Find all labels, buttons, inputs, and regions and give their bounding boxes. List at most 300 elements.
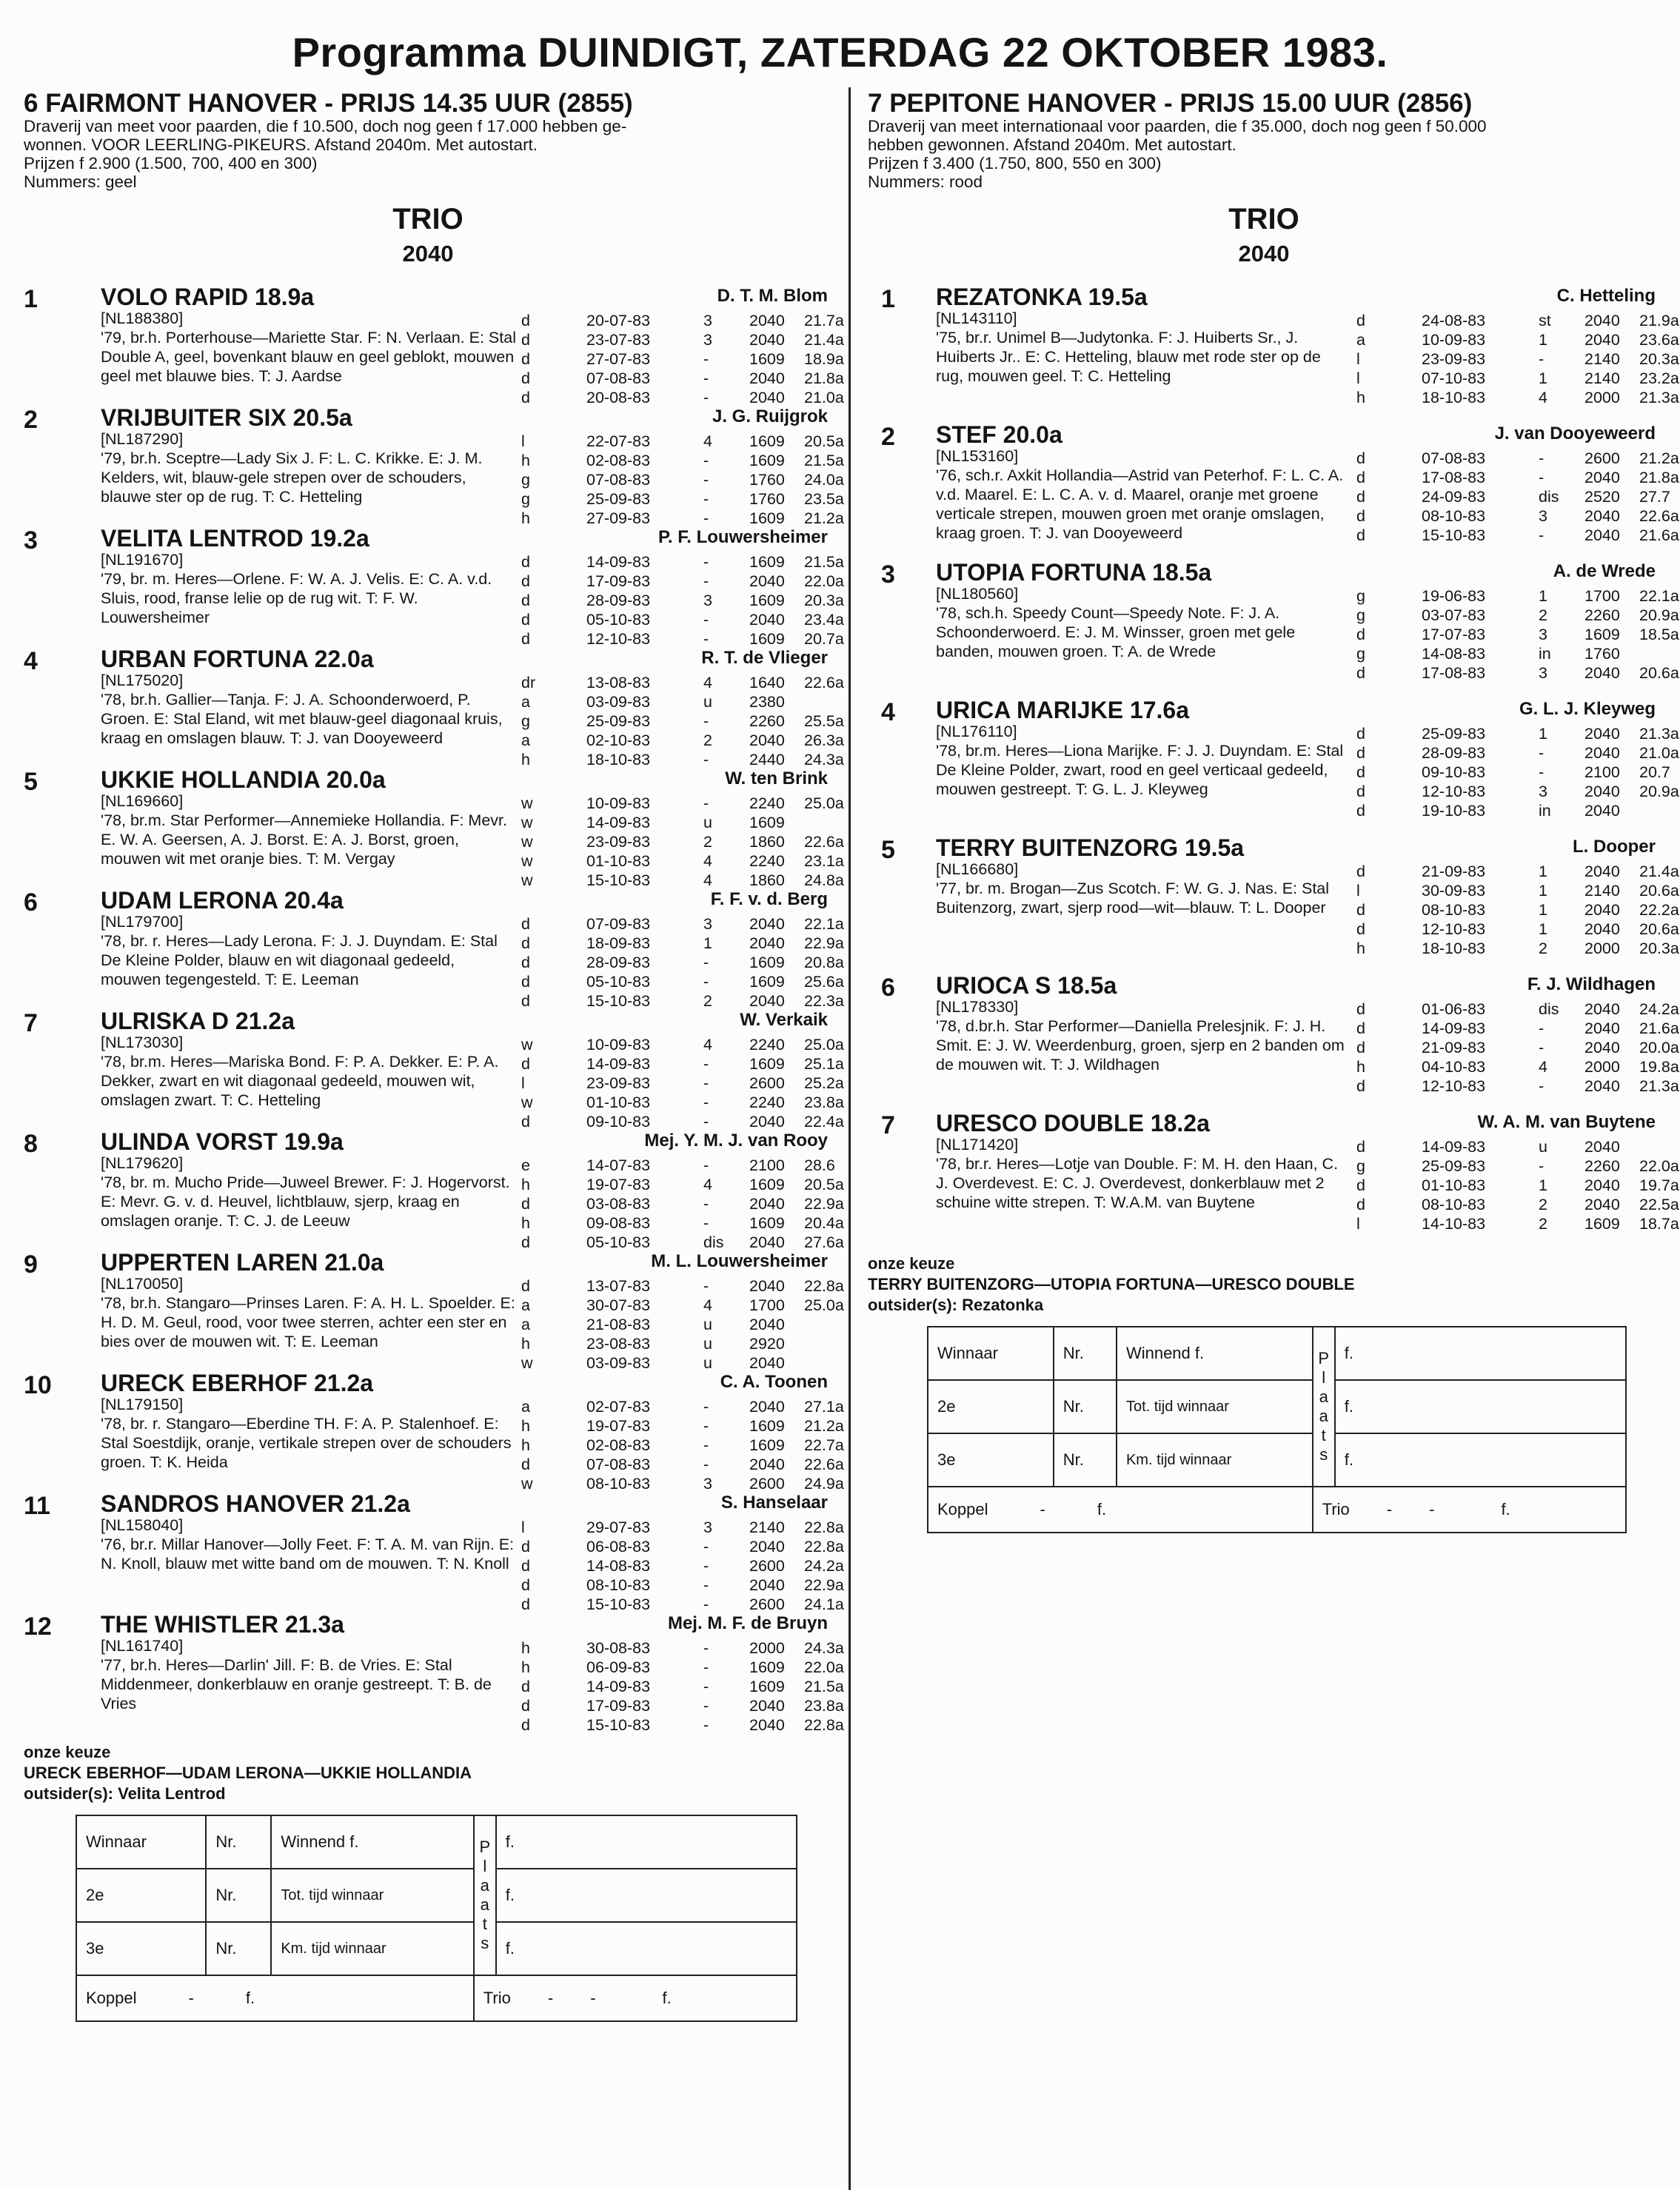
record-row xyxy=(521,1036,844,1055)
result-row-koppel xyxy=(76,1975,797,2021)
place-cell: - xyxy=(703,1678,709,1695)
place-cell: - xyxy=(1539,1039,1545,1057)
time-cell: 21.9a xyxy=(1639,312,1679,329)
distance-cell: 1609 xyxy=(749,1214,785,1232)
track-cell: d xyxy=(521,389,530,406)
record-row xyxy=(1356,1077,1679,1096)
runner-number: 8 xyxy=(24,1130,38,1158)
place-cell: 3 xyxy=(703,915,712,933)
runner-driver: W. Verkaik xyxy=(740,1010,828,1030)
koppel-koppel: Koppel xyxy=(86,1989,137,2007)
track-cell: d xyxy=(521,1456,530,1473)
date-cell: 25-09-83 xyxy=(586,490,651,508)
place-cell: u xyxy=(703,1316,712,1333)
date-cell: 23-07-83 xyxy=(586,331,651,349)
runner-details xyxy=(936,1135,1351,1212)
runner-pedigree: '75, br.r. Unimel B—Judytonka. F: J. Huiberts Sr., J. Huiberts Jr.. E: C. Hetteling, blauw met rode ster op de rug, mouwen geel. T: C. Hetteling xyxy=(936,329,1321,385)
runner-records xyxy=(521,1518,844,1615)
date-cell: 12-10-83 xyxy=(586,630,651,648)
runner-entry xyxy=(24,284,844,406)
distance-cell: 2040 xyxy=(1584,312,1620,329)
record-row xyxy=(521,432,844,452)
runner-details xyxy=(936,997,1351,1074)
track-cell: d xyxy=(1356,664,1365,682)
record-row xyxy=(521,1094,844,1113)
runner-registration: [NL175020] xyxy=(101,672,184,689)
result-row-second xyxy=(76,1869,797,1922)
date-cell: 13-08-83 xyxy=(586,674,651,692)
distance-cell: 1609 xyxy=(749,1436,785,1454)
record-row xyxy=(521,1697,844,1716)
date-cell: 08-10-83 xyxy=(1422,901,1486,919)
runner-records xyxy=(1356,449,1679,546)
distance-cell: 2040 xyxy=(749,731,785,749)
place-cell: - xyxy=(703,1074,709,1092)
time-cell: 23.1a xyxy=(804,852,844,870)
runner-name: VRIJBUITER SIX 20.5a xyxy=(101,404,352,431)
record-row xyxy=(521,452,844,471)
time-cell: 24.3a xyxy=(804,751,844,768)
place-cell: 1 xyxy=(1539,882,1547,900)
result-row-third xyxy=(928,1433,1626,1487)
place-cell: u xyxy=(703,1335,712,1353)
runner-details xyxy=(936,722,1351,799)
runner-entry xyxy=(868,559,1679,697)
runner-name: URECK EBERHOF 21.2a xyxy=(101,1370,374,1396)
time-cell: 21.3a xyxy=(1639,725,1679,743)
record-row xyxy=(521,674,844,693)
runner-records xyxy=(521,1277,844,1373)
date-cell: 14-08-83 xyxy=(586,1557,651,1575)
runner-registration: [NL180560] xyxy=(936,585,1019,603)
date-cell: 15-10-83 xyxy=(586,1716,651,1734)
track-cell: l xyxy=(521,432,525,450)
outsider: outsider(s): Rezatonka xyxy=(868,1296,1044,1314)
record-row xyxy=(1356,1176,1679,1196)
date-cell: 28-09-83 xyxy=(1422,744,1486,762)
runner-records xyxy=(521,674,844,770)
runner-driver: C. Hetteling xyxy=(1556,286,1656,306)
runner-records xyxy=(521,915,844,1011)
distance-cell: 2040 xyxy=(1584,331,1620,349)
date-cell: 01-10-83 xyxy=(586,852,651,870)
track-cell: d xyxy=(521,331,530,349)
runner-entry xyxy=(868,284,1679,421)
runner-entry xyxy=(24,404,844,527)
date-cell: 30-08-83 xyxy=(586,1639,651,1657)
track-cell: d xyxy=(521,1576,530,1594)
record-row xyxy=(1356,725,1679,744)
time-cell: 18.9a xyxy=(804,350,844,368)
time-cell: 22.9a xyxy=(804,934,844,952)
track-cell: w xyxy=(521,1036,533,1054)
koppel-cell xyxy=(928,1487,1313,1533)
track-cell: w xyxy=(521,852,533,870)
distance-cell: 2140 xyxy=(1584,369,1620,387)
runner-pedigree: '76, br.r. Millar Hanover—Jolly Feet. F: T. A. M. van Rijn. E: N. Knoll, blauw met witte band om de mouwen. T: N. Knoll xyxy=(101,1536,515,1573)
time-cell: 22.8a xyxy=(804,1538,844,1556)
distance-cell: 2040 xyxy=(749,1113,785,1131)
track-cell: d xyxy=(521,1697,530,1715)
record-row xyxy=(521,833,844,852)
date-cell: 14-09-83 xyxy=(1422,1138,1486,1156)
record-row xyxy=(1356,606,1679,626)
runner-entry xyxy=(24,1249,844,1372)
date-cell: 18-09-83 xyxy=(586,934,651,952)
date-cell: 02-10-83 xyxy=(586,731,651,749)
distance-cell: 2040 xyxy=(749,389,785,406)
record-row xyxy=(521,369,844,389)
distance-cell: 2040 xyxy=(1584,664,1620,682)
distance-cell: 1760 xyxy=(749,471,785,489)
place-cell: st xyxy=(1539,312,1551,329)
runner-details xyxy=(101,1274,519,1351)
runner-driver: R. T. de Vlieger xyxy=(701,648,828,668)
date-cell: 14-08-83 xyxy=(1422,645,1486,663)
track-cell: d xyxy=(521,954,530,971)
runner-registration: [NL179620] xyxy=(101,1154,184,1172)
distance-cell: 2040 xyxy=(749,611,785,629)
date-cell: 01-10-83 xyxy=(1422,1176,1486,1194)
runner-details xyxy=(936,446,1351,543)
time-cell: 20.4a xyxy=(804,1214,844,1232)
date-cell: 02-07-83 xyxy=(586,1398,651,1416)
distance-cell: 2520 xyxy=(1584,488,1620,506)
track-cell: d xyxy=(521,915,530,933)
runner-number: 7 xyxy=(881,1111,895,1139)
record-row xyxy=(521,592,844,611)
distance-cell: 2040 xyxy=(749,1716,785,1734)
runner-records xyxy=(1356,587,1679,683)
runner-records xyxy=(521,312,844,408)
track-cell: d xyxy=(521,350,530,368)
record-row xyxy=(1356,526,1679,546)
date-cell: 10-09-83 xyxy=(586,794,651,812)
date-cell: 05-10-83 xyxy=(586,973,651,991)
runner-registration: [NL178330] xyxy=(936,998,1019,1016)
runner-records xyxy=(1356,863,1679,959)
record-row xyxy=(521,331,844,350)
date-cell: 17-08-83 xyxy=(1422,469,1486,486)
date-cell: 02-08-83 xyxy=(586,452,651,469)
place-cell: 1 xyxy=(703,934,712,952)
track-cell: h xyxy=(521,1417,530,1435)
time-cell: 24.8a xyxy=(804,871,844,889)
race-type: TRIO xyxy=(1228,203,1299,235)
place-cell: - xyxy=(703,1156,709,1174)
nr-label: Nr. xyxy=(206,1869,271,1922)
keuze-label: onze keuze xyxy=(868,1254,955,1273)
record-row xyxy=(521,1296,844,1316)
runner-pedigree: '78, d.br.h. Star Performer—Daniella Prelesjnik. F: J. H. Smit. E: J. W. Weerdenburg, groen, sjerp en 2 banden om de mouwen wit. T: J. Wildhagen xyxy=(936,1017,1345,1074)
distance-cell: 1609 xyxy=(749,1658,785,1676)
date-cell: 25-09-83 xyxy=(586,712,651,730)
record-row xyxy=(521,1055,844,1074)
koppel-dash: - xyxy=(1040,1500,1045,1518)
track-cell: d xyxy=(521,312,530,329)
place-cell: - xyxy=(703,490,709,508)
time-cell: 21.4a xyxy=(1639,863,1679,880)
place-cell: 3 xyxy=(703,1475,712,1493)
date-cell: 14-10-83 xyxy=(1422,1215,1486,1233)
runner-number: 6 xyxy=(24,888,38,917)
track-cell: h xyxy=(521,1176,530,1193)
runner-name: REZATONKA 19.5a xyxy=(936,284,1148,310)
date-cell: 17-09-83 xyxy=(586,572,651,590)
time-cell: 21.8a xyxy=(804,369,844,387)
record-row xyxy=(521,312,844,331)
track-cell: d xyxy=(1356,1176,1365,1194)
distance-cell: 2040 xyxy=(1584,1196,1620,1213)
time-cell: 22.8a xyxy=(804,1716,844,1734)
track-cell: d xyxy=(521,1277,530,1295)
record-row xyxy=(1356,664,1679,683)
time-cell: 26.3a xyxy=(804,731,844,749)
distance-cell: 2040 xyxy=(749,572,785,590)
runner-records xyxy=(1356,312,1679,408)
time-cell: 21.3a xyxy=(1639,389,1679,406)
place-cell: - xyxy=(1539,1157,1545,1175)
date-cell: 21-08-83 xyxy=(586,1316,651,1333)
date-cell: 15-10-83 xyxy=(1422,526,1486,544)
track-cell: g xyxy=(521,471,530,489)
date-cell: 18-10-83 xyxy=(1422,940,1486,957)
date-cell: 20-08-83 xyxy=(586,389,651,406)
date-cell: 05-10-83 xyxy=(586,1233,651,1251)
record-row xyxy=(521,1335,832,1354)
track-cell: a xyxy=(521,1316,530,1333)
track-cell: d xyxy=(1356,312,1365,329)
time-cell: 22.7a xyxy=(804,1436,844,1454)
record-row xyxy=(1356,1196,1679,1215)
track-cell: h xyxy=(521,1436,530,1454)
time-cell: 27.6a xyxy=(804,1233,844,1251)
race-6-column xyxy=(24,89,844,2022)
track-cell: a xyxy=(1356,331,1365,349)
time-cell: 22.0a xyxy=(804,1658,844,1676)
track-cell: d xyxy=(1356,744,1365,762)
runner-pedigree: '78, br. r. Stangaro—Eberdine TH. F: A. P. Stalenhoef. E: Stal Soestdijk, oranje, vertikale strepen over de schouders groen. T: K. Heida xyxy=(101,1415,512,1471)
nr-label: Nr. xyxy=(1054,1433,1117,1487)
distance-cell: 1860 xyxy=(749,871,785,889)
runner-driver: F. F. v. d. Berg xyxy=(710,889,828,909)
track-cell: d xyxy=(1356,1196,1365,1213)
runner-number: 3 xyxy=(881,560,895,589)
track-cell: d xyxy=(1356,1077,1365,1095)
distance-cell: 2380 xyxy=(749,693,785,711)
record-row xyxy=(1356,1138,1660,1157)
nr-label: Nr. xyxy=(206,1922,271,1975)
place-cell: - xyxy=(703,1195,709,1213)
runner-list xyxy=(868,284,1679,1248)
time-cell: 27.1a xyxy=(804,1398,844,1416)
runner-name: SANDROS HANOVER 21.2a xyxy=(101,1490,410,1517)
place-cell: 3 xyxy=(703,312,712,329)
distance-cell: 2240 xyxy=(749,1094,785,1111)
place-cell: - xyxy=(703,630,709,648)
record-row xyxy=(521,712,844,731)
time-cell: 25.1a xyxy=(804,1055,844,1073)
date-cell: 05-10-83 xyxy=(586,611,651,629)
place-cell: - xyxy=(1539,526,1545,544)
date-cell: 18-10-83 xyxy=(1422,389,1486,406)
distance-cell: 2140 xyxy=(1584,882,1620,900)
runner-details xyxy=(101,550,519,627)
track-cell: d xyxy=(1356,1000,1365,1018)
time-cell: 22.0a xyxy=(804,572,844,590)
time-cell: 21.6a xyxy=(1639,526,1679,544)
date-cell: 29-07-83 xyxy=(586,1518,651,1536)
distance-cell: 2140 xyxy=(1584,350,1620,368)
time-cell: 22.1a xyxy=(1639,587,1679,605)
track-cell: l xyxy=(521,1518,525,1536)
track-cell: d xyxy=(1356,901,1365,919)
distance-cell: 2040 xyxy=(749,934,785,952)
place-cell: - xyxy=(1539,1077,1545,1095)
record-row xyxy=(1356,1215,1679,1234)
track-cell: h xyxy=(521,509,530,527)
place-cell: 4 xyxy=(703,1176,712,1193)
time-cell: 20.6a xyxy=(1639,882,1679,900)
runner-entry xyxy=(868,1110,1679,1248)
trio-f-3: f. xyxy=(1501,1500,1510,1518)
track-cell: d xyxy=(521,973,530,991)
distance-cell: 2040 xyxy=(749,1277,785,1295)
place-cell: - xyxy=(703,1658,709,1676)
km-tijd-label: Km. tijd winnaar xyxy=(1117,1433,1313,1487)
runner-name: ULINDA VORST 19.9a xyxy=(101,1128,344,1155)
place-cell: 1 xyxy=(1539,901,1547,919)
track-cell: d xyxy=(521,1678,530,1695)
koppel-f: f. xyxy=(245,1989,255,2007)
distance-cell: 2040 xyxy=(749,1354,785,1372)
record-row xyxy=(521,1417,844,1436)
koppel-cell xyxy=(76,1975,474,2021)
place-cell: 3 xyxy=(703,331,712,349)
place-cell: 2 xyxy=(1539,606,1547,624)
date-cell: 23-09-83 xyxy=(586,1074,651,1092)
place-cell: 2 xyxy=(1539,1215,1547,1233)
plaats-text: P l a a t s xyxy=(479,1838,491,1952)
time-cell: 22.5a xyxy=(1639,1196,1679,1213)
time-cell: 25.0a xyxy=(804,1296,844,1314)
result-row-second xyxy=(928,1380,1626,1433)
date-cell: 03-09-83 xyxy=(586,693,651,711)
distance-cell: 2600 xyxy=(749,1475,785,1493)
distance-cell: 1640 xyxy=(749,674,785,692)
time-cell: 22.6a xyxy=(804,833,844,851)
distance-cell: 2040 xyxy=(749,1398,785,1416)
distance-cell: 1609 xyxy=(749,954,785,971)
runner-name: TERRY BUITENZORG 19.5a xyxy=(936,834,1245,861)
result-table xyxy=(927,1326,1627,1533)
runner-entry xyxy=(24,525,844,648)
place-cell: - xyxy=(703,1113,709,1131)
date-cell: 30-07-83 xyxy=(586,1296,651,1314)
runner-pedigree: '78, br.h. Gallier—Tanja. F: J. A. Schoonderwoerd, P. Groen. E: Stal Eland, wit met blauw-geel diagonaal kruis, kraag en omslagen blauw. T: J. van Dooyeweerd xyxy=(101,691,503,747)
place-cell: - xyxy=(703,1055,709,1073)
runner-registration: [NL169660] xyxy=(101,792,184,810)
distance-cell: 1609 xyxy=(749,452,785,469)
record-row xyxy=(521,794,844,814)
record-row xyxy=(521,1716,844,1735)
plaats-f-3: f. xyxy=(1335,1433,1626,1487)
record-row xyxy=(1356,488,1670,507)
place-cell: - xyxy=(703,751,709,768)
record-row xyxy=(521,1074,844,1094)
time-cell: 21.4a xyxy=(804,331,844,349)
time-cell: 20.5a xyxy=(804,1176,844,1193)
track-cell: d xyxy=(521,1113,530,1131)
place-cell: - xyxy=(703,1214,709,1232)
distance-cell: 2260 xyxy=(749,712,785,730)
date-cell: 17-07-83 xyxy=(1422,626,1486,643)
runner-name: VOLO RAPID 18.9a xyxy=(101,284,315,310)
distance-cell: 2040 xyxy=(749,1233,785,1251)
time-cell: 21.8a xyxy=(1639,469,1679,486)
record-row xyxy=(1356,587,1679,606)
place-cell: 2 xyxy=(1539,1196,1547,1213)
time-cell: 22.4a xyxy=(804,1113,844,1131)
distance-cell: 2040 xyxy=(1584,1138,1620,1156)
race-description: Draverij van meet internationaal voor paarden, die f 35.000, doch nog geen f 50.000 hebben gewonnen. Afstand 2040m. Met autostart. Prijzen f 3.400 (1.750, 800, 550 en 300) Nummers: rood xyxy=(868,117,1487,191)
track-cell: g xyxy=(1356,606,1365,624)
record-row xyxy=(521,954,844,973)
time-cell: 25.6a xyxy=(804,973,844,991)
place-cell: - xyxy=(703,389,709,406)
runner-registration: [NL176110] xyxy=(936,723,1017,740)
runner-registration: [NL153160] xyxy=(936,447,1019,465)
record-row xyxy=(1356,507,1679,526)
track-cell: h xyxy=(521,1658,530,1676)
runner-pedigree: '77, br. m. Brogan—Zus Scotch. F: W. G. J. Nas. E: Stal Buitenzorg, zwart, sjerp rood—wit—blauw. T: L. Dooper xyxy=(936,880,1330,917)
distance-cell: 1609 xyxy=(749,1678,785,1695)
track-cell: d xyxy=(1356,1039,1365,1057)
runner-registration: [NL179700] xyxy=(101,913,184,931)
track-cell: d xyxy=(521,630,530,648)
distance-cell: 2040 xyxy=(749,1697,785,1715)
distance-cell: 2100 xyxy=(749,1156,785,1174)
date-cell: 19-06-83 xyxy=(1422,587,1486,605)
runner-pedigree: '77, br.h. Heres—Darlin' Jill. F: B. de Vries. E: Stal Middenmeer, donkerblauw en oranje gestreept. T: B. de Vries xyxy=(101,1656,492,1712)
place-cell: - xyxy=(703,1595,709,1613)
keuze-label: onze keuze xyxy=(24,1743,111,1761)
place-cell: - xyxy=(703,1576,709,1594)
runner-details xyxy=(101,429,519,506)
runner-driver: G. L. J. Kleyweg xyxy=(1519,699,1656,719)
date-cell: 07-08-83 xyxy=(586,369,651,387)
winnaar-label: Winnaar xyxy=(76,1815,206,1869)
date-cell: 14-07-83 xyxy=(586,1156,651,1174)
record-row xyxy=(521,1176,844,1195)
time-cell: 20.9a xyxy=(1639,606,1679,624)
place-cell: 1 xyxy=(1539,920,1547,938)
track-cell: h xyxy=(1356,389,1365,406)
date-cell: 14-09-83 xyxy=(586,1678,651,1695)
place-cell: - xyxy=(703,350,709,368)
track-cell: l xyxy=(521,1074,525,1092)
place-cell: u xyxy=(703,693,712,711)
koppel-dash: - xyxy=(188,1989,194,2007)
track-cell: d xyxy=(1356,1138,1365,1156)
time-cell: 19.8a xyxy=(1639,1058,1679,1076)
runner-driver: C. A. Toonen xyxy=(720,1372,828,1392)
track-cell: h xyxy=(521,452,530,469)
runner-number: 2 xyxy=(24,406,38,434)
time-cell: 21.2a xyxy=(804,509,844,527)
place-cell: - xyxy=(703,553,709,571)
record-row xyxy=(521,1214,844,1233)
